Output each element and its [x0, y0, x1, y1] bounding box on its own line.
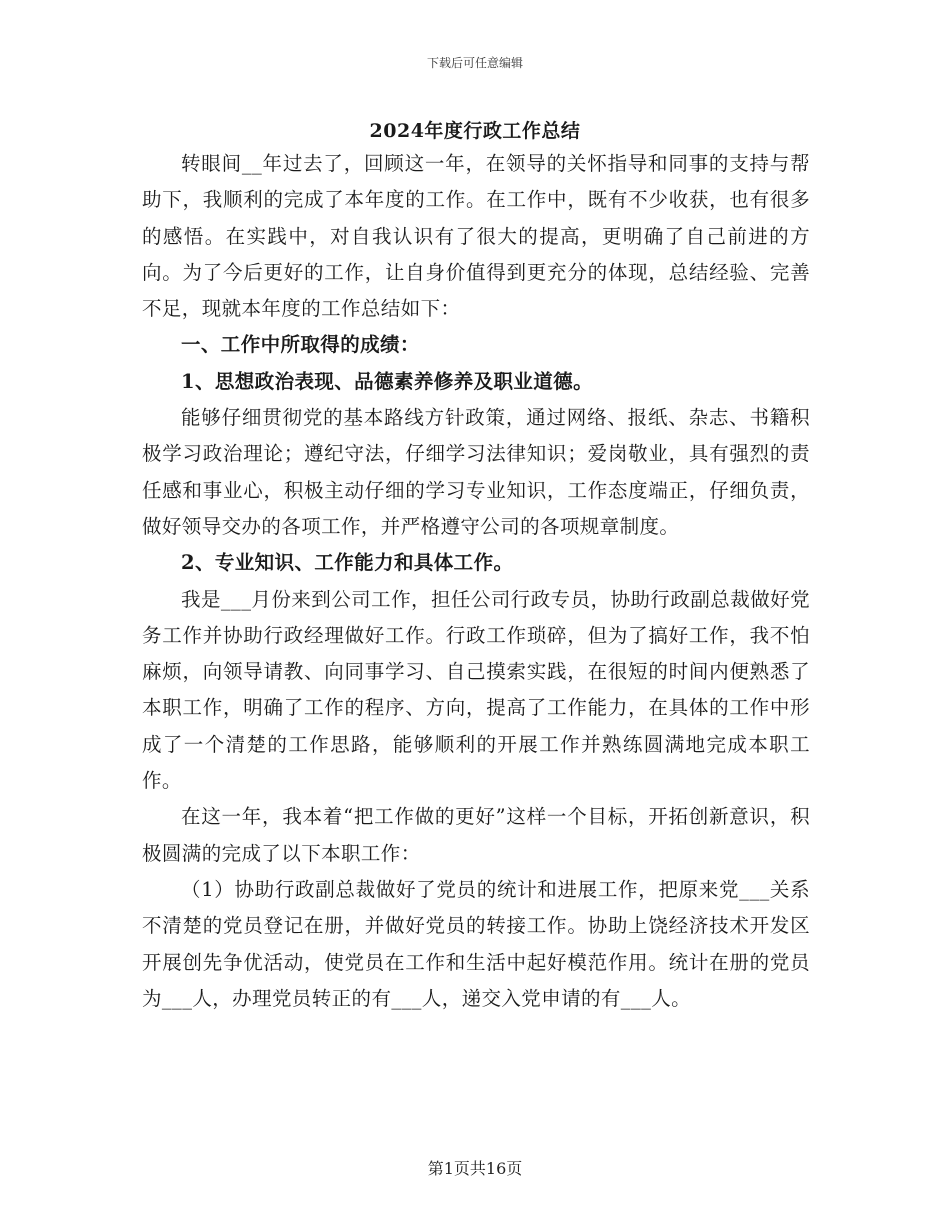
subsection-heading-professional: 2、专业知识、工作能力和具体工作。 [181, 551, 514, 575]
paragraph-political: 能够仔细贯彻党的基本路线方针政策，通过网络、报纸、杂志、书籍积极学习政治理论；遵纪守法，仔细学习法律知识；爱岗敬业，具有强烈的责任感和事业心，积极主动仔细的学习专业知识，工作态度端正，仔细负责，做好领导交办的各项工作，并严格遵守公司的各项规章制度。 [142, 406, 810, 538]
subsection-heading-political: 1、思想政治表现、品德素养修养及职业道德。 [181, 369, 593, 393]
paragraph-intro: 转眼间__年过去了，回顾这一年，在领导的关怀指导和同事的支持与帮助下，我顺利的完成了本年度的工作。在工作中，既有不少收获，也有很多的感悟。在实践中，对自我认识有了很大的提高，更明确了自己前进的方向。为了今后更好的工作，让自身价值得到更充分的体现，总结经验、完善不足，现就本年度的工作总结如下： [142, 152, 810, 321]
paragraph-item-1: （1）协助行政副总裁做好了党员的统计和进展工作，把原来党___关系不清楚的党员登记在册，并做好党员的转接工作。协助上饶经济技术开发区开展创先争优活动，使党员在工作和生活中起好模范作用。统计在册的党员为___人，办理党员转正的有___人，递交入党申请的有___人。 [142, 877, 810, 1010]
paragraph-goal: 在这一年，我本着“把工作做的更好”这样一个目标，开拓创新意识，积极圆满的完成了以下本职工作： [142, 805, 810, 865]
section-heading-achievements: 一、工作中所取得的成绩： [181, 333, 420, 357]
page-number: 第1页共16页 [427, 1159, 523, 1178]
document-body [142, 146, 810, 1017]
document-title: 2024年度行政工作总结 [369, 120, 581, 142]
page-header-note: 下载后可任意编辑 [426, 56, 523, 70]
paragraph-professional: 我是___月份来到公司工作，担任公司行政专员，协助行政副总裁做好党务工作并协助行政经理做好工作。行政工作琐碎，但为了搞好工作，我不怕麻烦，向领导请教、向同事学习、自己摸索实践，在很短的时间内便熟悉了本职工作，明确了工作的程序、方向，提高了工作能力，在具体的工作中形成了一个清楚的工作思路，能够顺利的开展工作并熟练圆满地完成本职工作。 [142, 587, 810, 793]
